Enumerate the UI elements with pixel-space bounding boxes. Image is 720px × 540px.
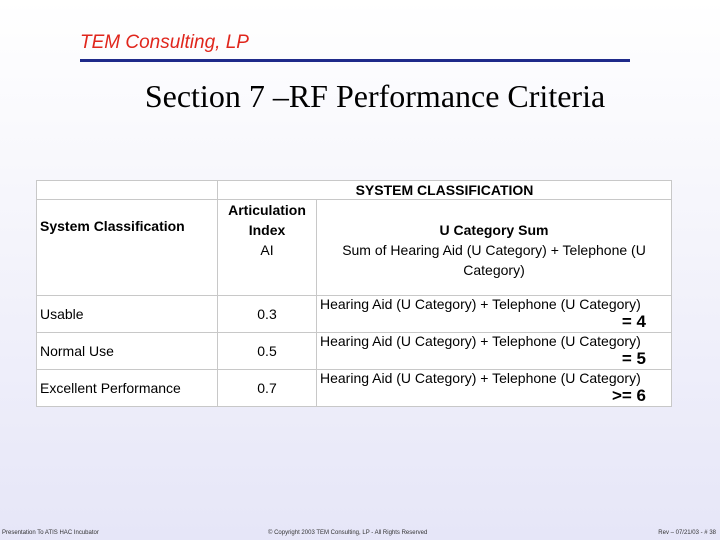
row-sum: = 5 [621, 349, 646, 368]
row-sum: >= 6 [611, 386, 646, 405]
table-top-left-blank [37, 181, 218, 200]
col-header-u-sum-line1: U Category Sum [439, 222, 549, 238]
row-classification: Normal Use [37, 333, 218, 370]
row-formula-cell [317, 333, 672, 370]
col-header-u-sum-line2: Sum of Hearing Aid (U Category) + Telephone (U Category) [342, 242, 646, 278]
footer-left: Presentation To ATIS HAC Incubator [2, 530, 99, 536]
col-header-classification-label: System Classification [40, 218, 185, 234]
row-formula: Hearing Aid (U Category) + Telephone (U Category) [320, 296, 641, 312]
table-caption: SYSTEM CLASSIFICATION [218, 181, 672, 200]
row-formula: Hearing Aid (U Category) + Telephone (U Category) [320, 370, 641, 386]
col-header-ai [218, 200, 317, 296]
header-divider [80, 59, 630, 62]
row-formula: Hearing Aid (U Category) + Telephone (U Category) [320, 333, 641, 349]
col-header-classification [37, 200, 218, 296]
col-header-ai-line3: AI [260, 242, 274, 258]
row-classification: Excellent Performance [37, 370, 218, 407]
table-row [37, 296, 672, 333]
row-ai: 0.7 [218, 370, 317, 407]
row-ai: 0.5 [218, 333, 317, 370]
row-classification: Usable [37, 296, 218, 333]
company-name: TEM Consulting, LP [80, 32, 249, 53]
row-formula-cell [317, 370, 672, 407]
row-formula-cell [317, 296, 672, 333]
col-header-ai-line2: Index [248, 222, 286, 238]
table-row [37, 370, 672, 407]
table-row [37, 333, 672, 370]
col-header-u-sum [317, 200, 672, 296]
slide-title: Section 7 –RF Performance Criteria [144, 78, 606, 114]
footer-revision: Rev – 07/21/03 - # 38 [658, 530, 716, 536]
row-sum: = 4 [621, 312, 646, 331]
row-ai: 0.3 [218, 296, 317, 333]
system-classification-table [36, 180, 672, 407]
footer-copyright: © Copyright 2003 TEM Consulting, LP - All Rights Reserved [268, 530, 428, 536]
col-header-ai-line1: Articulation [228, 202, 306, 218]
